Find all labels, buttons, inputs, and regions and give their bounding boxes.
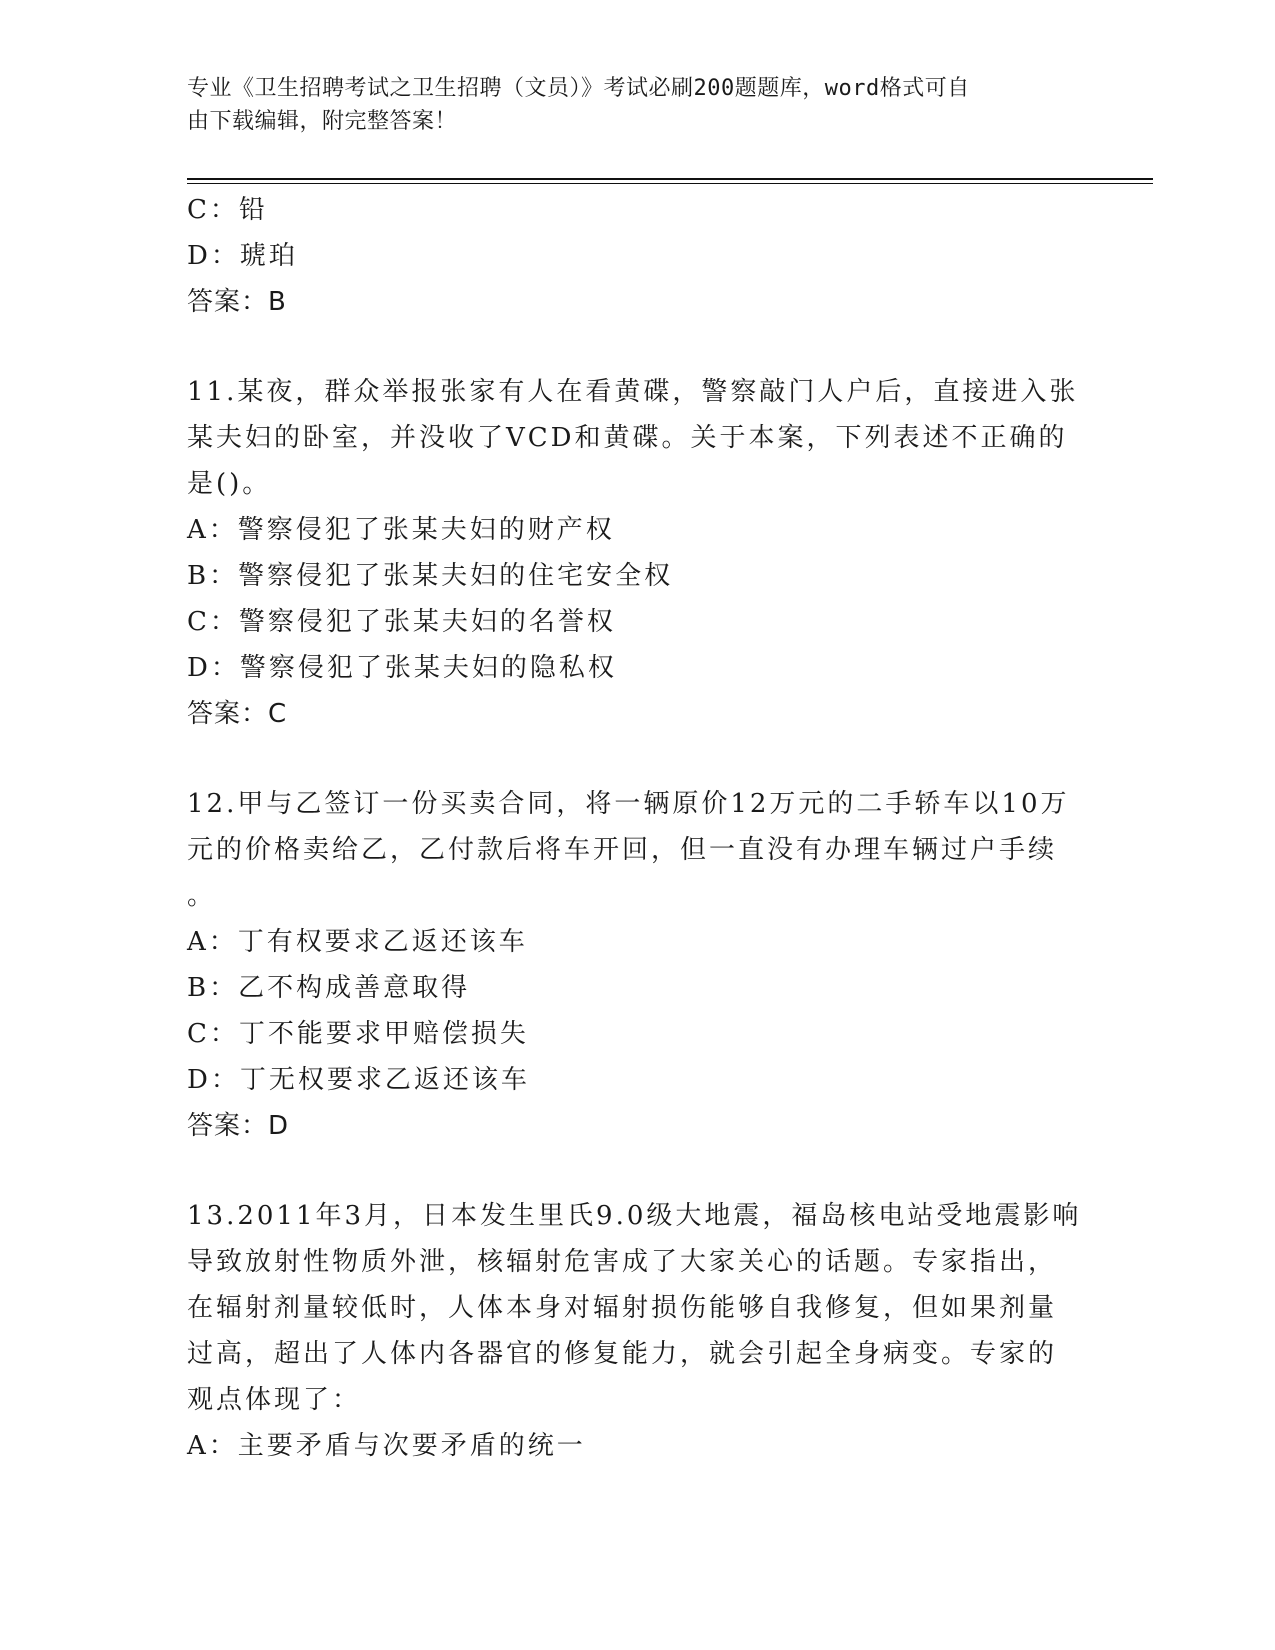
option-d: D：丁无权要求乙返还该车 [187,1065,530,1095]
answer-line: 答案：B [187,287,287,317]
question-11 [187,369,1087,737]
document-body [187,187,1087,1469]
option-a: A：丁有权要求乙返还该车 [187,927,528,957]
option-c: C：警察侵犯了张某夫妇的名誉权 [187,607,616,637]
question-text-line: 是()。 [187,469,272,499]
option-d: D：琥珀 [187,241,298,271]
question-text-line: 11.某夜，群众举报张家有人在看黄碟，警察敲门人户后，直接进入张 [187,377,1079,407]
previous-question-tail [187,187,1087,325]
option-a: A：警察侵犯了张某夫妇的财产权 [187,515,615,545]
option-c: C：铅 [187,195,268,225]
header-divider-thick [187,178,1153,180]
question-13 [187,1193,1087,1469]
question-text-line: 过高，超出了人体内各器官的修复能力，就会引起全身病变。专家的 [187,1339,1058,1369]
header-line-1: 专业《卫生招聘考试之卫生招聘（文员）》考试必刷200题题库，word格式可自 [187,76,970,101]
question-text-line: 13.2011年3月，日本发生里氏9.0级大地震，福岛核电站受地震影响 [187,1201,1082,1231]
spacer [187,325,1087,369]
question-text-line: 某夫妇的卧室，并没收了VCD和黄碟。关于本案，下列表述不正确的 [187,423,1068,453]
question-text-line: 12.甲与乙签订一份买卖合同，将一辆原价12万元的二手轿车以10万 [187,789,1070,819]
answer-line: 答案：D [187,1111,290,1141]
spacer [187,1149,1087,1193]
question-text-line: 元的价格卖给乙，乙付款后将车开回，但一直没有办理车辆过户手续 [187,835,1058,865]
spacer [187,737,1087,781]
option-d: D：警察侵犯了张某夫妇的隐私权 [187,653,617,683]
option-b: B：警察侵犯了张某夫妇的住宅安全权 [187,561,674,591]
question-text-line: 在辐射剂量较低时，人体本身对辐射损伤能够自我修复，但如果剂量 [187,1293,1058,1323]
option-a: A：主要矛盾与次要矛盾的统一 [187,1431,586,1461]
question-text-line: 导致放射性物质外泄，核辐射危害成了大家关心的话题。专家指出， [187,1247,1058,1277]
document-header [187,72,1067,138]
header-line-2: 由下载编辑，附完整答案！ [187,109,458,134]
question-text-line: 观点体现了： [187,1385,362,1415]
option-c: C：丁不能要求甲赔偿损失 [187,1019,529,1049]
question-12 [187,781,1087,1149]
option-b: B：乙不构成善意取得 [187,973,471,1003]
question-text-line: 。 [187,881,217,911]
header-divider-thin [187,183,1153,184]
answer-line: 答案：C [187,699,288,729]
